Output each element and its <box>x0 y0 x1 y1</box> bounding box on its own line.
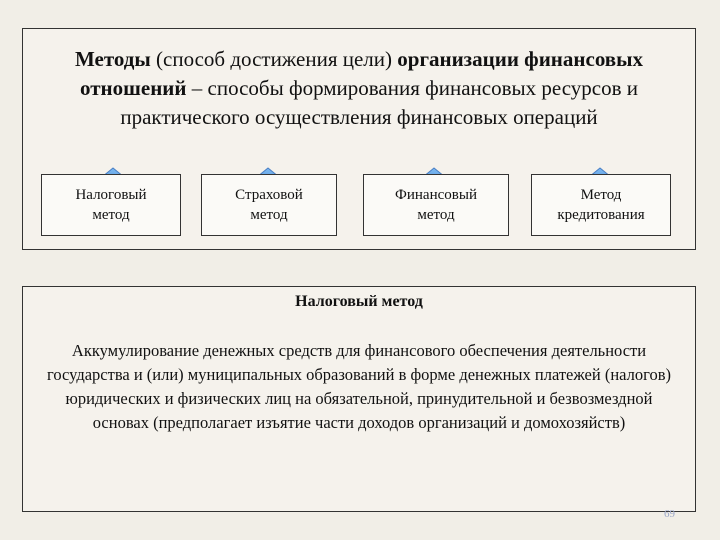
title-bold-organization: организации финансовых отношений <box>80 47 644 100</box>
title-parenthetical: (способ достижения цели) <box>150 47 398 71</box>
method-financial-label: Финансовый метод <box>395 187 477 223</box>
title-bold-methods: Методы <box>74 47 151 71</box>
method-tax-label: Налоговый метод <box>75 187 147 223</box>
definition-title <box>23 45 695 132</box>
detail-title: Налоговый метод <box>295 293 423 310</box>
method-credit <box>531 174 671 236</box>
method-insurance <box>201 174 337 236</box>
detail-text: Аккумулирование денежных средств для финансового обеспечения деятельности государства и (или) муниципальных образований в форме денежных платежей (налогов) юридических и физических лиц на обязательной, принудительной и безвозмездной основах (предполагает изъятие части доходов организаций и домохозяйств) <box>46 341 672 432</box>
title-definition: – способы формирования финансовых ресурсов и практического осуществления финансовых операций <box>120 76 638 129</box>
method-financial <box>363 174 509 236</box>
tax-method-detail-box <box>22 286 696 512</box>
page-number: 69 <box>664 508 675 520</box>
method-insurance-label: Страховой метод <box>235 187 303 223</box>
method-credit-label: Метод кредитования <box>557 187 645 223</box>
methods-definition-box <box>22 28 696 250</box>
method-tax <box>41 174 181 236</box>
